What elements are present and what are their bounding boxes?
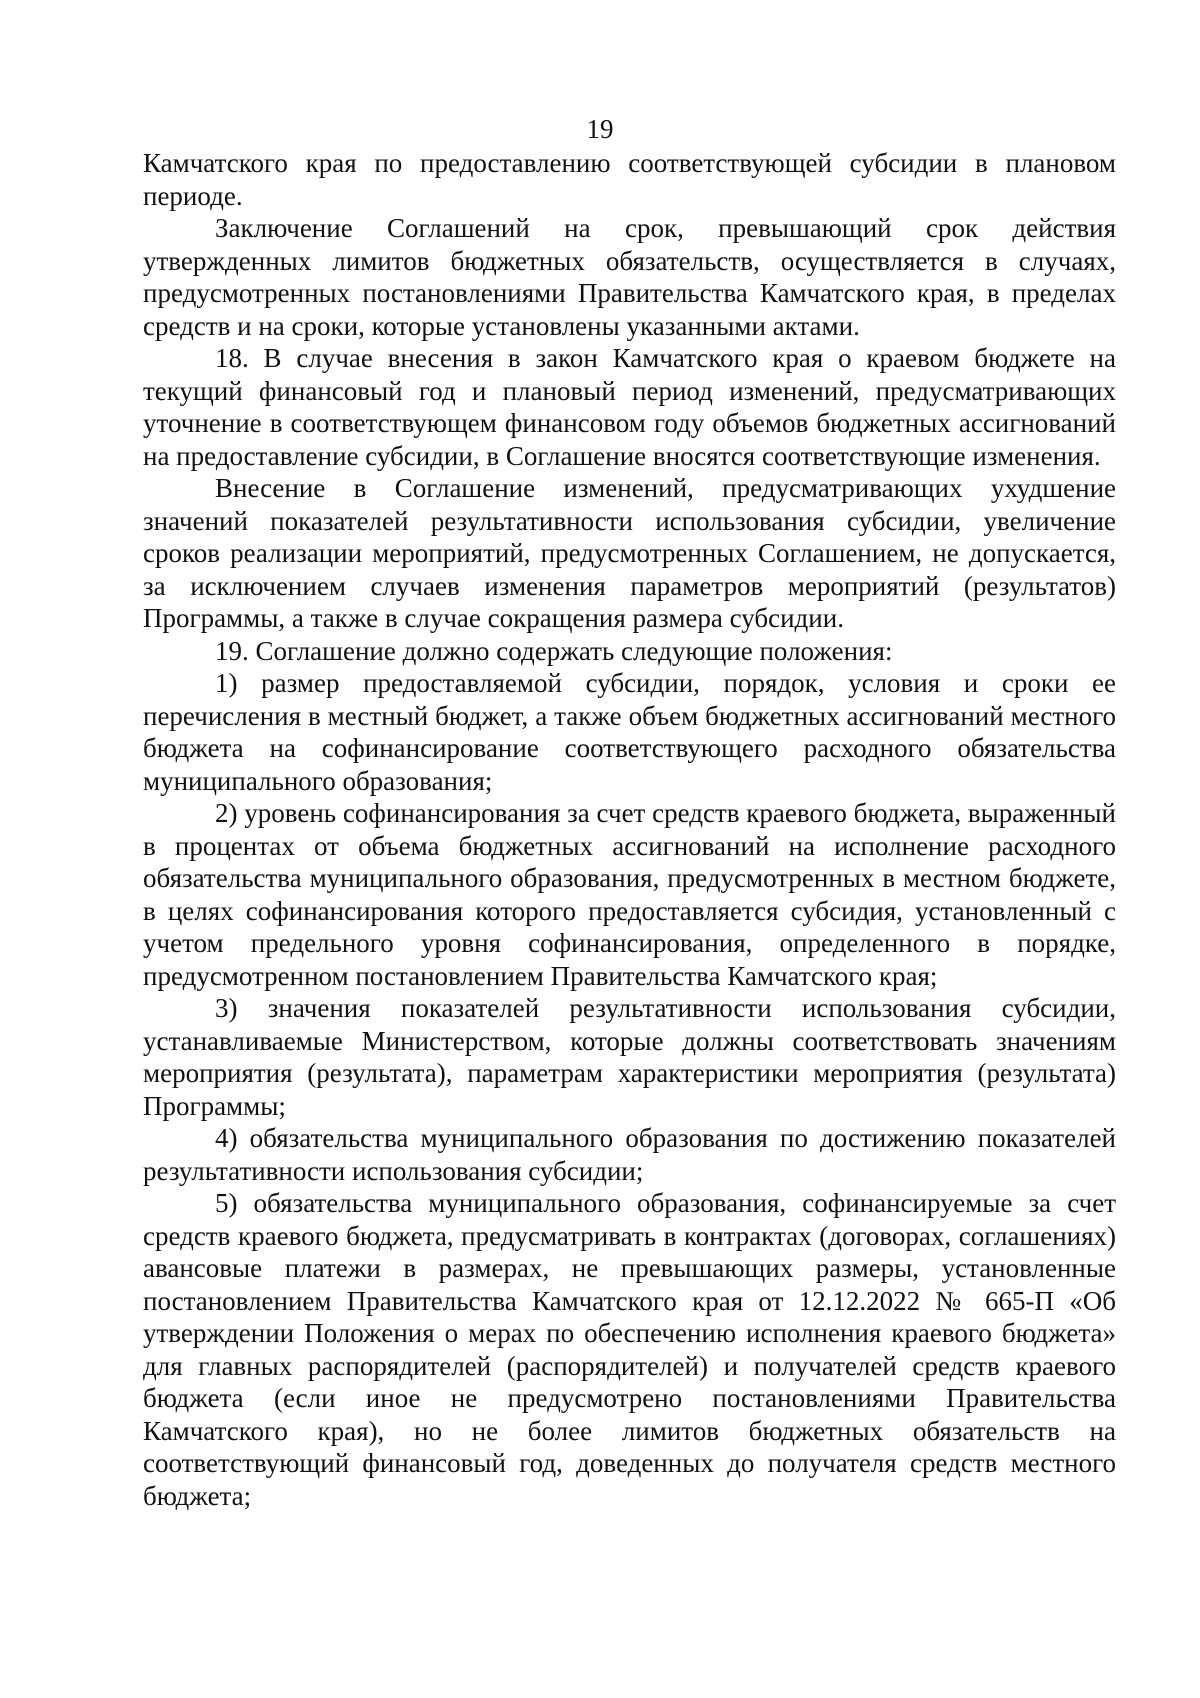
list-item-4: 4) обязательства муниципального образования по достижению показателей результативности использования субсидии;: [143, 1123, 1116, 1186]
list-item-2: 2) уровень софинансирования за счет средств краевого бюджета, выраженный в процентах от объема бюджетных ассигнований на исполнение расходного обязательства муниципального образования, предусмотренных в местном бюджете, в целях софинансирования которого предоставляется субсидия, установленный с учетом предельного уровня софинансирования, определенного в порядке, предусмотренном постановлением Правительства Камчатского края;: [143, 798, 1116, 991]
document-body: [143, 147, 1116, 1512]
paragraph-agreements-term: Заключение Соглашений на срок, превышающий срок действия утвержденных лимитов бюджетных обязательств, осуществляется в случаях, предусмотренных постановлениями Правительства Камчатского края, в пределах средств и на сроки, которые установлены указанными актами.: [143, 213, 1116, 341]
list-item-5: 5) обязательства муниципального образования, софинансируемые за счет средств краевого бюджета, предусматривать в контрактах (договорах, соглашениях) авансовые платежи в размерах, не превышающих размеры, установленные постановлением Правительства Камчатского края от 12.12.2022 № 665-П «Об утверждении Положения о мерах по обеспечению исполнения краевого бюджета» для главных распорядителей (распорядителей) и получателей средств краевого бюджета (если иное не предусмотрено постановлениями Правительства Камчатского края), но не более лимитов бюджетных обязательств на соответствующий финансовый год, доведенных до получателя средств местного бюджета;: [143, 1188, 1116, 1511]
paragraph-continuation: Камчатского края по предоставлению соответствующей субсидии в плановом периоде.: [143, 148, 1116, 211]
paragraph-clause-18: 18. В случае внесения в закон Камчатского края о краевом бюджете на текущий финансовый год и плановый период изменений, предусматривающих уточнение в соответствующем финансовом году объемов бюджетных ассигнований на предоставление субсидии, в Соглашение вносятся соответствующие изменения.: [143, 343, 1116, 471]
page-number: 19: [586, 114, 614, 144]
list-item-3: 3) значения показателей результативности использования субсидии, устанавливаемые Министерством, которые должны соответствовать значениям мероприятия (результата), параметрам характеристики мероприятия (результата) Программы;: [143, 993, 1116, 1121]
paragraph-amendments: Внесение в Соглашение изменений, предусматривающих ухудшение значений показателей результативности использования субсидии, увеличение сроков реализации мероприятий, предусмотренных Соглашением, не допускается, за исключением случаев изменения параметров мероприятий (результатов) Программы, а также в случае сокращения размера субсидии.: [143, 473, 1116, 633]
paragraph-clause-19: 19. Соглашение должно содержать следующие положения:: [215, 635, 893, 666]
list-item-1: 1) размер предоставляемой субсидии, порядок, условия и сроки ее перечисления в местный бюджет, а также объем бюджетных ассигнований местного бюджета на софинансирование соответствующего расходного обязательства муниципального образования;: [143, 668, 1116, 796]
